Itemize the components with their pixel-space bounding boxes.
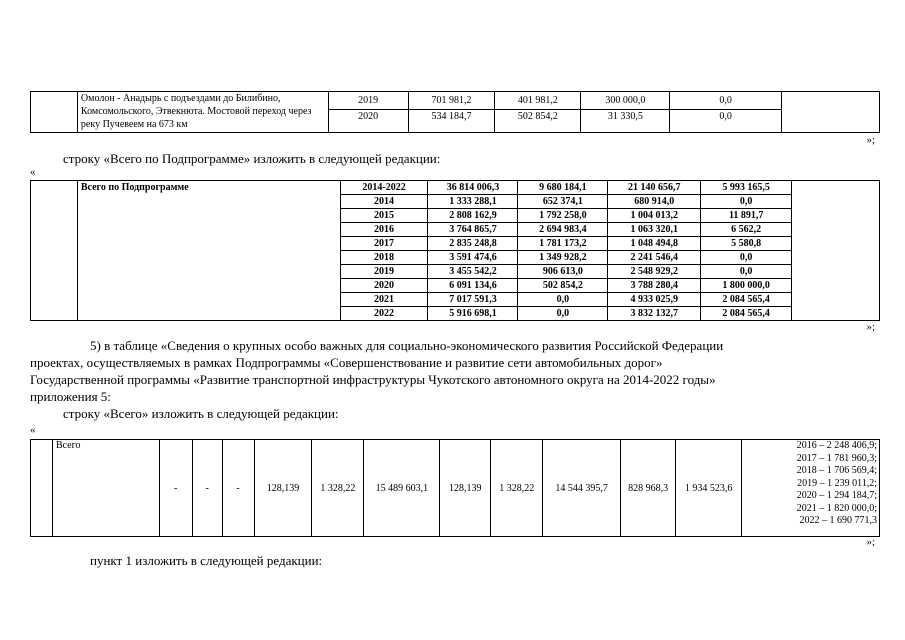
- value-cell: 3 788 280,4: [608, 279, 701, 293]
- table-cell-empty: [792, 181, 880, 321]
- value-cell: 3 591 474,6: [428, 251, 518, 265]
- value-cell: 1 004 013,2: [608, 209, 701, 223]
- value-cell: 1 333 288,1: [428, 195, 518, 209]
- value-cell: 2 084 565,4: [701, 293, 792, 307]
- closing-quote: »;: [866, 321, 875, 333]
- value-cell: 1 781 173,2: [518, 237, 608, 251]
- value-cell: 6 562,2: [701, 223, 792, 237]
- value-cell: 2 548 929,2: [608, 265, 701, 279]
- closing-quote: »;: [866, 536, 875, 548]
- value-cell: 0,0: [518, 307, 608, 321]
- value-cell: 0,0: [670, 110, 782, 133]
- value-cell: 2 835 248,8: [428, 237, 518, 251]
- value-cell: -: [192, 440, 222, 537]
- year-cell: 2020: [328, 110, 408, 133]
- year-line: 2016 – 2 248 406,9;: [796, 440, 877, 451]
- paragraph: строку «Всего по Подпрограмме» изложить в следующей редакции:: [63, 151, 441, 166]
- year-line: 2017 – 1 781 960,3;: [796, 452, 877, 464]
- table-omolon-anadyr: [30, 91, 880, 133]
- table-row: [31, 92, 880, 110]
- value-cell: 828 968,3: [621, 440, 676, 537]
- value-cell: 36 814 006,3: [428, 181, 518, 195]
- year-cell: 2019: [328, 92, 408, 110]
- table-row: [31, 181, 880, 195]
- year-cell: 2016: [340, 223, 428, 237]
- value-cell: 9 680 184,1: [518, 181, 608, 195]
- value-cell: 5 580,8: [701, 237, 792, 251]
- yearly-breakdown: [742, 440, 880, 537]
- value-cell: 652 374,1: [518, 195, 608, 209]
- year-cell: 2022: [340, 307, 428, 321]
- table-subprogram-total: [30, 180, 880, 321]
- value-cell: 0,0: [518, 293, 608, 307]
- value-cell: 300 000,0: [581, 92, 670, 110]
- value-cell: 11 891,7: [701, 209, 792, 223]
- year-cell: 2020: [340, 279, 428, 293]
- value-cell: 6 091 134,6: [428, 279, 518, 293]
- year-cell: 2018: [340, 251, 428, 265]
- value-cell: 21 140 656,7: [608, 181, 701, 195]
- value-cell: 1 328,22: [491, 440, 543, 537]
- value-cell: 128,139: [440, 440, 491, 537]
- table-cell-empty: [31, 440, 53, 537]
- value-cell: 128,139: [254, 440, 312, 537]
- year-line: 2021 – 1 820 000,0;: [796, 502, 877, 514]
- value-cell: 0,0: [701, 251, 792, 265]
- table-cell-empty: [782, 92, 880, 133]
- value-cell: 3 764 865,7: [428, 223, 518, 237]
- value-cell: 0,0: [701, 265, 792, 279]
- value-cell: 3 455 542,2: [428, 265, 518, 279]
- subprogram-label: Всего по Подпрограмме: [77, 181, 340, 321]
- value-cell: -: [222, 440, 254, 537]
- value-cell: 4 933 025,9: [608, 293, 701, 307]
- value-cell: 14 544 395,7: [543, 440, 621, 537]
- value-cell: 2 084 565,4: [701, 307, 792, 321]
- total-label: Всего: [52, 440, 159, 537]
- value-cell: 31 330,5: [581, 110, 670, 133]
- value-cell: 2 808 162,9: [428, 209, 518, 223]
- value-cell: 2 694 983,4: [518, 223, 608, 237]
- value-cell: 1 800 000,0: [701, 279, 792, 293]
- opening-quote: «: [30, 424, 36, 436]
- value-cell: 3 832 132,7: [608, 307, 701, 321]
- table-row: [31, 440, 880, 537]
- value-cell: 1 934 523,6: [676, 440, 742, 537]
- value-cell: 1 048 494,8: [608, 237, 701, 251]
- year-cell: 2014: [340, 195, 428, 209]
- value-cell: 401 981,2: [495, 92, 581, 110]
- table-total: [30, 439, 880, 537]
- year-cell: 2015: [340, 209, 428, 223]
- value-cell: 1 349 928,2: [518, 251, 608, 265]
- value-cell: 502 854,2: [518, 279, 608, 293]
- table-cell-empty: [31, 181, 78, 321]
- value-cell: 1 063 320,1: [608, 223, 701, 237]
- value-cell: 1 792 258,0: [518, 209, 608, 223]
- value-cell: 5 916 698,1: [428, 307, 518, 321]
- value-cell: 502 854,2: [495, 110, 581, 133]
- paragraph-line: приложения 5:: [30, 389, 111, 404]
- paragraph-line: 5) в таблице «Сведения о крупных особо важных для социально-экономического развития Российской Федерации: [90, 338, 724, 353]
- value-cell: 0,0: [701, 195, 792, 209]
- value-cell: 1 328,22: [312, 440, 364, 537]
- paragraph-line: Государственной программы «Развитие транспортной инфраструктуры Чукотского автономного округа на 2014-2022 годы»: [30, 372, 716, 387]
- closing-quote: »;: [866, 134, 875, 146]
- paragraph: строку «Всего» изложить в следующей редакции:: [63, 406, 339, 421]
- value-cell: 0,0: [670, 92, 782, 110]
- value-cell: 7 017 591,3: [428, 293, 518, 307]
- value-cell: 534 184,7: [408, 110, 495, 133]
- opening-quote: «: [30, 166, 36, 178]
- year-line: 2022 – 1 690 771,3: [799, 515, 877, 526]
- year-line: 2019 – 1 239 011,2;: [797, 477, 877, 489]
- year-line: 2018 – 1 706 569,4;: [796, 465, 877, 476]
- value-cell: 680 914,0: [608, 195, 701, 209]
- value-cell: 701 981,2: [408, 92, 495, 110]
- year-cell: 2021: [340, 293, 428, 307]
- table-cell-empty: [31, 92, 78, 133]
- value-cell: -: [159, 440, 192, 537]
- value-cell: 906 613,0: [518, 265, 608, 279]
- paragraph: пункт 1 изложить в следующей редакции:: [90, 553, 323, 568]
- value-cell: 15 489 603,1: [364, 440, 440, 537]
- year-line: 2020 – 1 294 184,7;: [796, 490, 877, 501]
- paragraph-line: проектах, осуществляемых в рамках Подпрограммы «Совершенствование и развитие сети автомобильных дорог»: [30, 355, 663, 370]
- year-cell: 2019: [340, 265, 428, 279]
- value-cell: 2 241 546,4: [608, 251, 701, 265]
- year-cell: 2017: [340, 237, 428, 251]
- road-name: Омолон - Анадырь с подъездами до Билибино, Комсомольского, Этвекнюта. Мостовой переход через реку Пучевеем на 673 км: [77, 92, 328, 133]
- year-cell: 2014-2022: [340, 181, 428, 195]
- value-cell: 5 993 165,5: [701, 181, 792, 195]
